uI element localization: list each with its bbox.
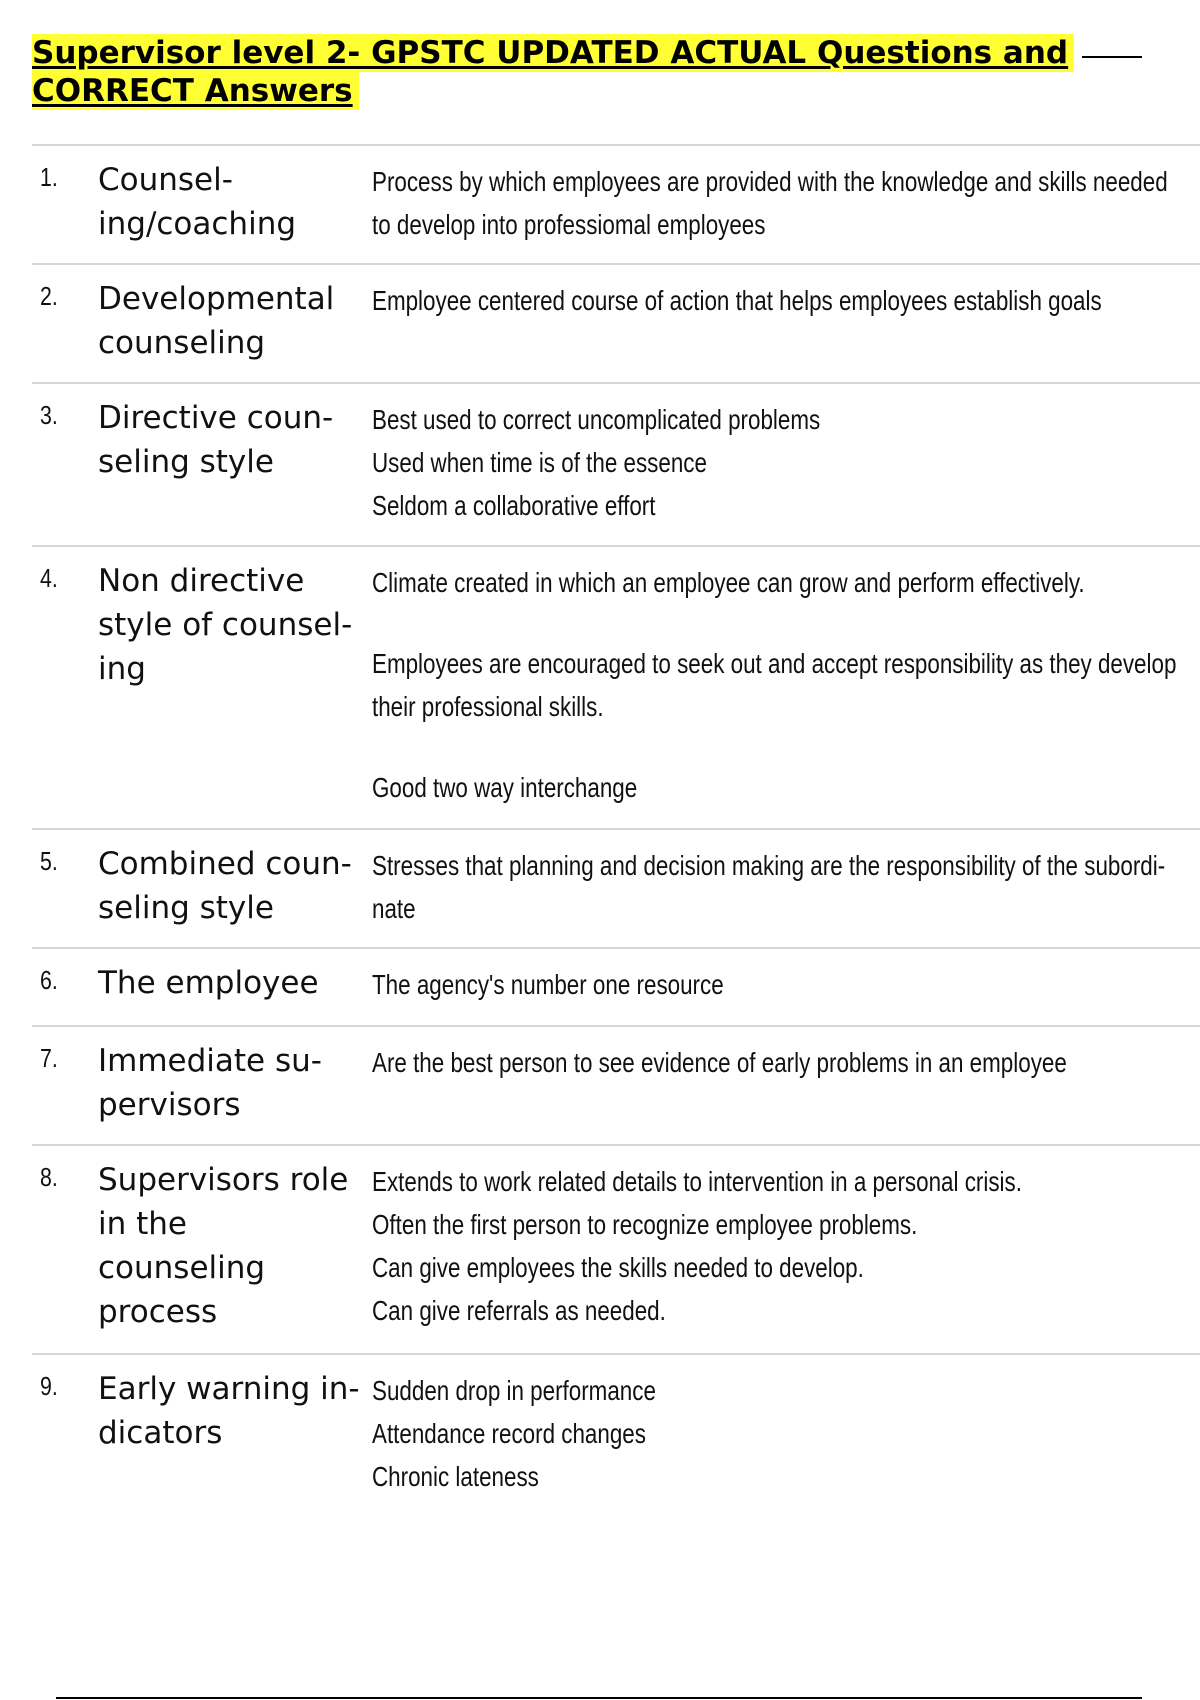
definition-line: Best used to correct uncomplicated problems (372, 404, 821, 435)
definition-line: Process by which employees are provided with the knowledge and skills needed (372, 166, 1168, 197)
title-line-2 (32, 72, 1142, 110)
card-number: 8. (40, 1162, 58, 1192)
definition-line: to develop into professiomal employees (372, 209, 766, 240)
title-text-line-2: CORRECT Answers (32, 72, 359, 110)
card-term (98, 1158, 363, 1334)
card-number: 2. (40, 281, 58, 311)
term-line: counseling (98, 325, 266, 361)
card-definition (372, 1160, 1132, 1332)
flashcard-list (32, 144, 1200, 1525)
definition-line: Sudden drop in performance (372, 1375, 656, 1406)
term-line: Early warning in- (98, 1371, 360, 1407)
document-title (32, 34, 1142, 110)
term-line: The employee (98, 965, 319, 1001)
card-term (98, 842, 363, 930)
definition-line: Stresses that planning and decision making are the responsibility of the subordi- (372, 850, 1166, 881)
title-line-1 (32, 34, 1142, 72)
card-term (98, 396, 363, 484)
term-line: seling style (98, 444, 274, 480)
card-number: 7. (40, 1043, 58, 1073)
footer-rule (56, 1697, 1142, 1699)
term-line: seling style (98, 890, 274, 926)
term-line: process (98, 1294, 218, 1330)
flashcard-6 (32, 947, 1200, 1025)
card-term (98, 961, 363, 1005)
term-line: Immediate su- (98, 1043, 322, 1079)
term-line: in the counseling (98, 1206, 266, 1286)
definition-line: Employee centered course of action that helps employees establish goals (372, 285, 1102, 316)
definition-line: Can give employees the skills needed to develop. (372, 1252, 864, 1283)
definition-line: Good two way interchange (372, 772, 638, 803)
term-line: Combined coun- (98, 846, 352, 882)
definition-line: Often the first person to recognize employee problems. (372, 1209, 918, 1240)
card-definition (372, 398, 1132, 527)
definition-line: Can give referrals as needed. (372, 1295, 666, 1326)
flashcard-9 (32, 1353, 1200, 1525)
flashcard-1 (32, 144, 1200, 263)
term-line: Developmental (98, 281, 335, 317)
definition-line: Attendance record changes (372, 1418, 646, 1449)
card-definition (372, 279, 1132, 322)
title-rule (1082, 56, 1142, 58)
card-definition (372, 844, 1166, 930)
card-term (98, 158, 363, 246)
term-line: Directive coun- (98, 400, 334, 436)
definition-line: nate (372, 893, 416, 924)
flashcard-3 (32, 382, 1200, 545)
term-line: Counsel- (98, 162, 233, 198)
card-term (98, 1367, 363, 1455)
flashcard-8 (32, 1144, 1200, 1353)
card-number: 4. (40, 563, 58, 593)
definition-line: their professional skills. (372, 691, 604, 722)
card-number: 6. (40, 965, 58, 995)
card-term (98, 559, 363, 691)
definition-line: Are the best person to see evidence of early problems in an employee (372, 1047, 1067, 1078)
term-line: style of counsel- (98, 607, 353, 643)
flashcard-2 (32, 263, 1200, 382)
card-definition (372, 561, 1177, 809)
card-definition (372, 1369, 1132, 1498)
card-definition (372, 1041, 1132, 1084)
definition-line: The agency's number one resource (372, 969, 724, 1000)
flashcard-5 (32, 828, 1200, 947)
flashcard-4 (32, 545, 1200, 828)
term-line: dicators (98, 1415, 223, 1451)
card-definition (372, 160, 1168, 246)
card-number: 9. (40, 1371, 58, 1401)
card-number: 1. (40, 162, 58, 192)
definition-line: Chronic lateness (372, 1461, 539, 1492)
definition-line: Used when time is of the essence (372, 447, 707, 478)
term-line: ing (98, 651, 146, 687)
flashcard-7 (32, 1025, 1200, 1144)
definition-line: Seldom a collaborative effort (372, 490, 656, 521)
term-line: Non directive (98, 563, 305, 599)
title-text-line-1: Supervisor level 2- GPSTC UPDATED ACTUAL Questions and (32, 34, 1074, 72)
card-term (98, 1039, 363, 1127)
term-line: Supervisors role (98, 1162, 349, 1198)
term-line: ing/coaching (98, 206, 297, 242)
card-number: 3. (40, 400, 58, 430)
definition-line: Employees are encouraged to seek out and accept responsibility as they develop (372, 648, 1177, 679)
card-number: 5. (40, 846, 58, 876)
card-definition (372, 963, 1132, 1006)
definition-line: Extends to work related details to intervention in a personal crisis. (372, 1166, 1022, 1197)
definition-line: Climate created in which an employee can grow and perform effectively. (372, 567, 1085, 598)
card-term (98, 277, 363, 365)
term-line: pervisors (98, 1087, 241, 1123)
